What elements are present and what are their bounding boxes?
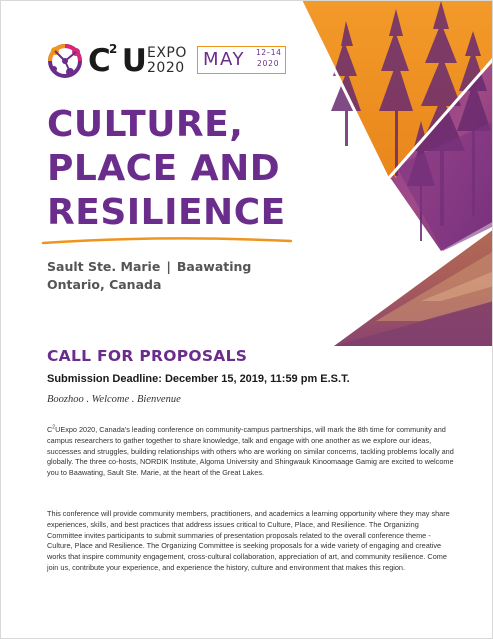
event-date-box [197,46,286,74]
welcome-greeting: Boozhoo . Welcome . Bienvenue [47,394,181,405]
location-separator: | [166,259,171,274]
event-year: 2020 [257,59,280,68]
location-block [47,258,251,294]
call-for-proposals-heading: CALL FOR PROPOSALS [47,347,248,365]
orange-brush-underline [41,233,293,249]
logo-superscript: 2 [109,42,118,56]
title-line-2: PLACE AND [47,148,281,189]
event-days: 12–14 [256,48,282,57]
c2u-expo-logo [46,42,196,82]
location-indigenous-name: Baawating [176,259,252,274]
intro-paragraph: $C^2UExpo$ 2020, Canada's leading conference on community-campus partnerships, will mark the 8th time for community and campus researchers to gather together to share knowledge, talk and engage with one another as we explore our ideas, successes and struggles, building relationships with others who are working on similar concerns, tackling problems locally and globally. The three co-hosts, NORDIK Institute, Algoma University and Shingwauk Kinoomaage Gamig are excited to welcome you to Baawating, Sault Ste. Marie, at the heart of the Great Lakes. [47,424,454,478]
network-logo-icon [46,42,84,80]
title-line-3: RESILIENCE [47,192,286,233]
event-month: MAY [203,49,245,70]
orange-sky-panel [303,1,493,179]
logo-wordmark: C U [88,43,146,79]
lake-photo-panel [334,229,493,346]
conference-title [47,103,286,235]
logo-expo-year: 2020 [147,60,185,76]
tree-silhouettes [331,1,491,241]
purple-forest-panel [389,61,493,251]
submission-deadline: Submission Deadline: December 15, 2019, 11:59 pm E.S.T. [47,373,350,385]
title-line-1: CULTURE, [47,104,244,145]
location-region: Ontario, Canada [47,277,162,292]
location-city: Sault Ste. Marie [47,259,161,274]
details-paragraph: This conference will provide community members, practitioners, and academics a learning opportunity where they may share experiences, skills, and best practices that address issues critical to Culture, Place, and Resilience. The Organizing Committee invites participants to submit summaries of presentation proposals related to the overall conference theme - Culture, Place and Resilience. The Organizing Committee is seeking proposals for a wide variety of engaging and creative works that inspire community engagement, cross-cultural collaboration, appreciation of art, and community resilience. Come join us, contribute your experience, and experience the history, culture and environment that makes this region. [47,509,450,572]
logo-expo-label: EXPO [147,45,187,61]
